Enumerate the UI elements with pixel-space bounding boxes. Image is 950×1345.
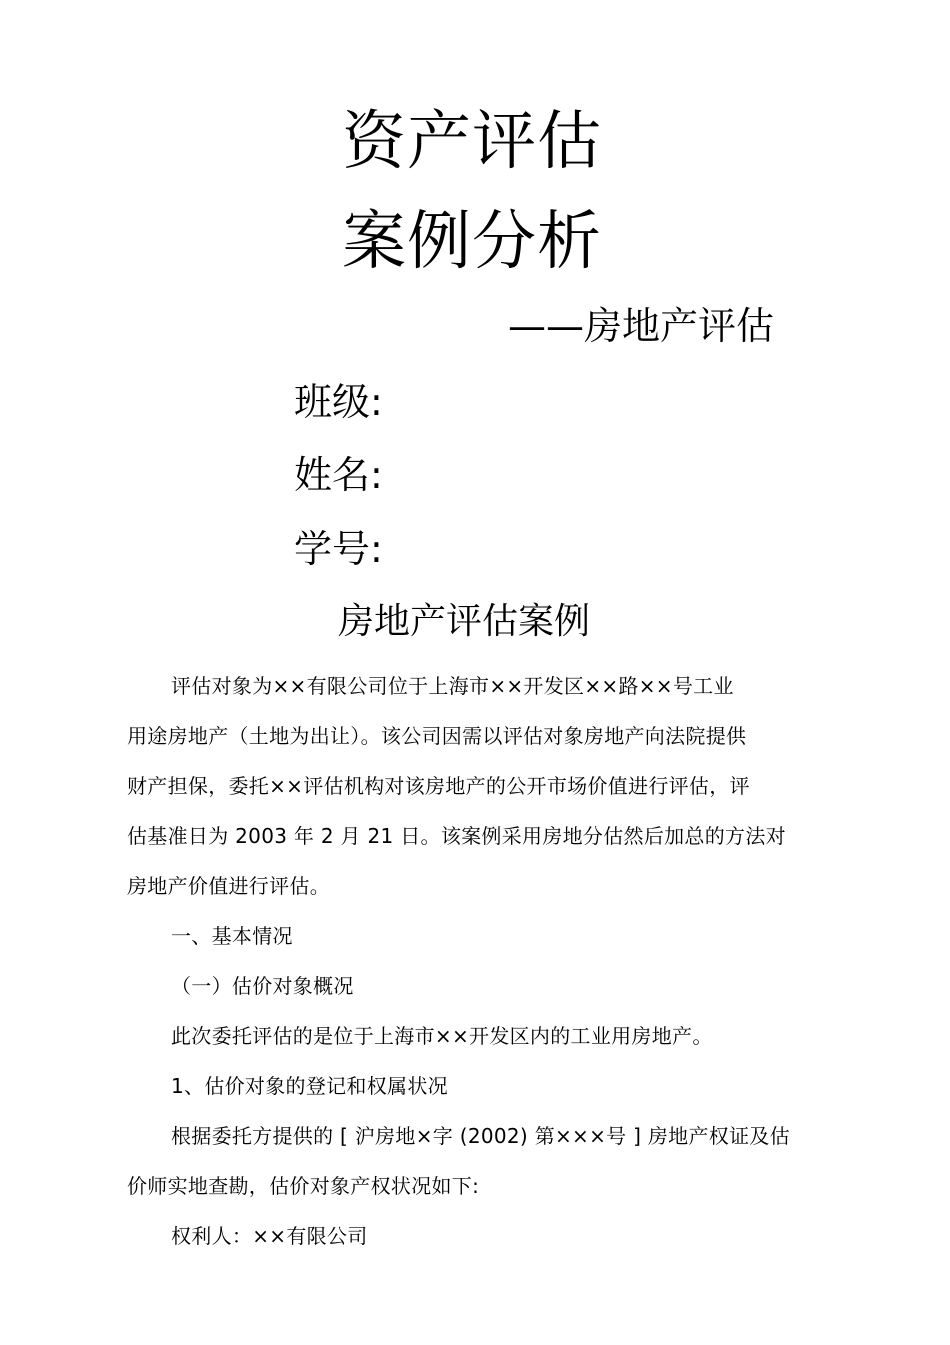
document-title-line-1: 资产评估 <box>342 105 602 179</box>
body-paragraph-line: 估基准日为 2003 年 2 月 21 日。该案例采用房地分估然后加总的方法对 <box>127 824 786 848</box>
body-paragraph-line: 用途房地产（土地为出让）。该公司因需以评估对象房地产向法院提供 <box>127 724 747 748</box>
body-paragraph-line: 价师实地查勘，估价对象产权状况如下: <box>127 1174 480 1198</box>
body-paragraph-line: 房地产价值进行评估。 <box>127 874 330 898</box>
document-subtitle: ——房地产评估 <box>508 304 775 348</box>
body-paragraph-line: 根据委托方提供的 [ 沪房地×字 (2002) 第×××号 ] 房地产权证及估 <box>171 1124 790 1148</box>
item-heading: 1、估价对象的登记和权属状况 <box>171 1074 448 1098</box>
body-paragraph-line: 财产担保，委托××评估机构对该房地产的公开市场价值进行评估，评 <box>127 774 750 798</box>
name-field-label: 姓名: <box>294 453 383 497</box>
student-id-field-label: 学号: <box>294 527 383 571</box>
document-title-line-2: 案例分析 <box>342 205 602 279</box>
body-paragraph-line: 评估对象为××有限公司位于上海市××开发区××路××号工业 <box>171 674 734 698</box>
body-paragraph-line: 权利人：××有限公司 <box>171 1224 368 1248</box>
subsection-heading: （一）估价对象概况 <box>171 974 354 998</box>
section-heading: 一、基本情况 <box>171 924 293 948</box>
body-paragraph-line: 此次委托评估的是位于上海市××开发区内的工业用房地产。 <box>171 1024 713 1048</box>
case-section-title: 房地产评估案例 <box>338 601 591 642</box>
class-field-label: 班级: <box>294 380 383 424</box>
